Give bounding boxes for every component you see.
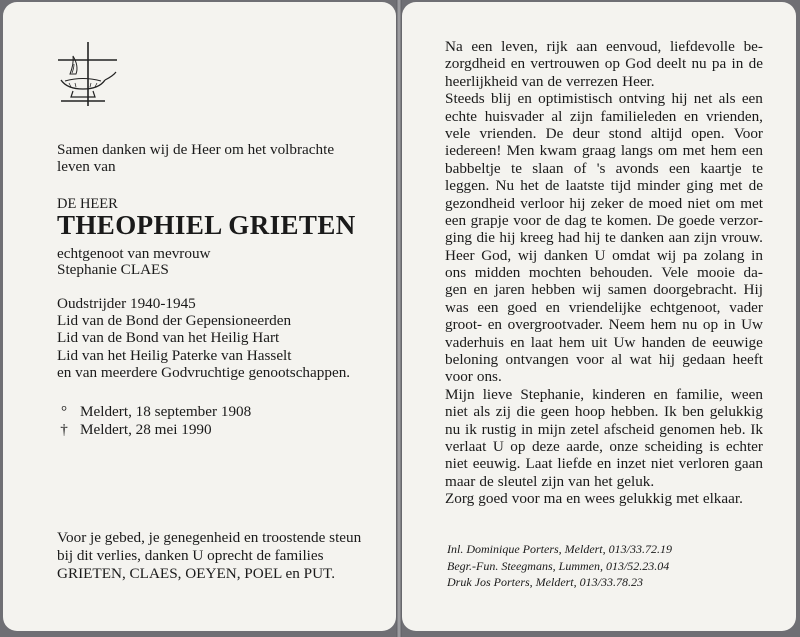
printer-credits [447,541,672,591]
body-line: iedereen! Men kwam graag langs om met hem een [445,142,763,160]
credit-line: Begr.-Fun. Steegmans, Lummen, 013/52.23.04 [447,558,670,573]
left-card-page [3,2,396,631]
thanks-line: Voor je gebed, je genegenheid en troostende steun [57,529,362,546]
affiliation-item: Oudstrijder 1940-1945 [57,295,196,312]
thanks-line: GRIETEN, CLAES, OEYEN, POEL en PUT. [57,565,335,582]
thanks-paragraph [57,529,369,583]
title-prefix: DE HEER [57,196,118,212]
body-line: een grapje voor de dag te komen. De goede verzor- [445,211,763,229]
body-line: vele vrienden. De deur stond altijd open. Voor [445,124,763,142]
birth-date: Meldert, 18 september 1908 [80,403,252,420]
body-line: was een goed en vriendelijke echtgenoot, vader [445,298,763,316]
body-line: ons midden mochten behouden. Vele mooie da- [445,264,763,282]
thanks-line: bij dit verlies, danken U oprecht de families [57,547,324,564]
body-line: Zorg goed voor ma en wees gelukkig met elkaar. [445,490,743,508]
body-line: vaderhuis en laat hem uit Uw handen de eeuwige [445,333,763,351]
body-line: niet als zij die geen hoop hebben. Ik ben gelukkig [445,403,763,421]
spouse-line-1: echtgenoot van mevrouw [57,245,211,262]
body-line: gen en jaren hebben wij samen doorgebracht. Hij [445,281,763,299]
affiliation-item: Lid van de Bond der Gepensioneerden [57,312,292,330]
body-line: Heer God, wij danken U omdat wij pa zolang in [445,246,763,264]
death-cross-icon: † [60,421,68,438]
body-line: zorgdheid en vertrouwen op God deelt nu pa in de [445,55,763,73]
body-line: echte huisvader al zijn familieleden en vrienden, [445,107,763,125]
body-line: Na een leven, rijk aan eenvoud, liefdevolle be- [445,38,763,55]
body-line: Steeds blij en optimistisch ontving hij net als een [445,90,763,108]
body-line: leggen. Nu het de laatste tijd minder ging met de [445,177,763,195]
body-line: verlaat U op deze aarde, onze scheiding is echter [445,437,763,455]
affiliations-list [57,295,350,381]
body-line: voor ons. [445,368,502,386]
cross-and-oil-lamp-icon [43,40,123,110]
affiliation-item: Lid van het Heilig Paterke van Hasselt [57,346,292,364]
intro-text-line-1: Samen danken wij de Heer om het volbrachte [57,141,335,158]
death-date: Meldert, 28 mei 1990 [80,421,212,438]
intro-text-line-2: leven van [57,158,116,175]
memorial-text [445,38,763,508]
body-line: babbeltje te slaan of 's avonds een kaartje te [445,159,763,177]
credit-line: Druk Jos Porters, Meldert, 013/33.78.23 [447,575,643,589]
body-line: maar de sleutel zijn van het geluk. [445,472,655,490]
credit-line: Inl. Dominique Porters, Meldert, 013/33.72.19 [447,542,672,556]
deceased-name: THEOPHIEL GRIETEN [57,210,356,240]
body-line: groot- en overgrootvader. Neem hem nu op in Uw [445,316,763,334]
body-line: gezondheid verloor hij zeker de moed niet om met [445,194,763,212]
body-line: niet eeuwig. Laat liefde en inzet niet verloren gaan [445,455,763,473]
body-line: nu ik rustig in mijn zetel afscheid genomen heb. Ik [445,420,763,438]
body-line: Mijn lieve Stephanie, kinderen en familie, ween [445,385,763,403]
birth-symbol-icon: ° [60,403,68,420]
body-line: beloning ontvangen voor al wat hij gedaan heeft [445,351,763,369]
spouse-line-2: Stephanie CLAES [57,261,169,278]
affiliation-item: en van meerdere Godvruchtige genootschappen. [57,363,351,381]
body-line: ging die hij kreeg had hij te danken aan zijn vrouw. [445,229,763,247]
body-line: heerlijkheid van de verrezen Heer. [445,72,655,90]
affiliation-item: Lid van de Bond van het Heilig Hart [57,329,280,347]
